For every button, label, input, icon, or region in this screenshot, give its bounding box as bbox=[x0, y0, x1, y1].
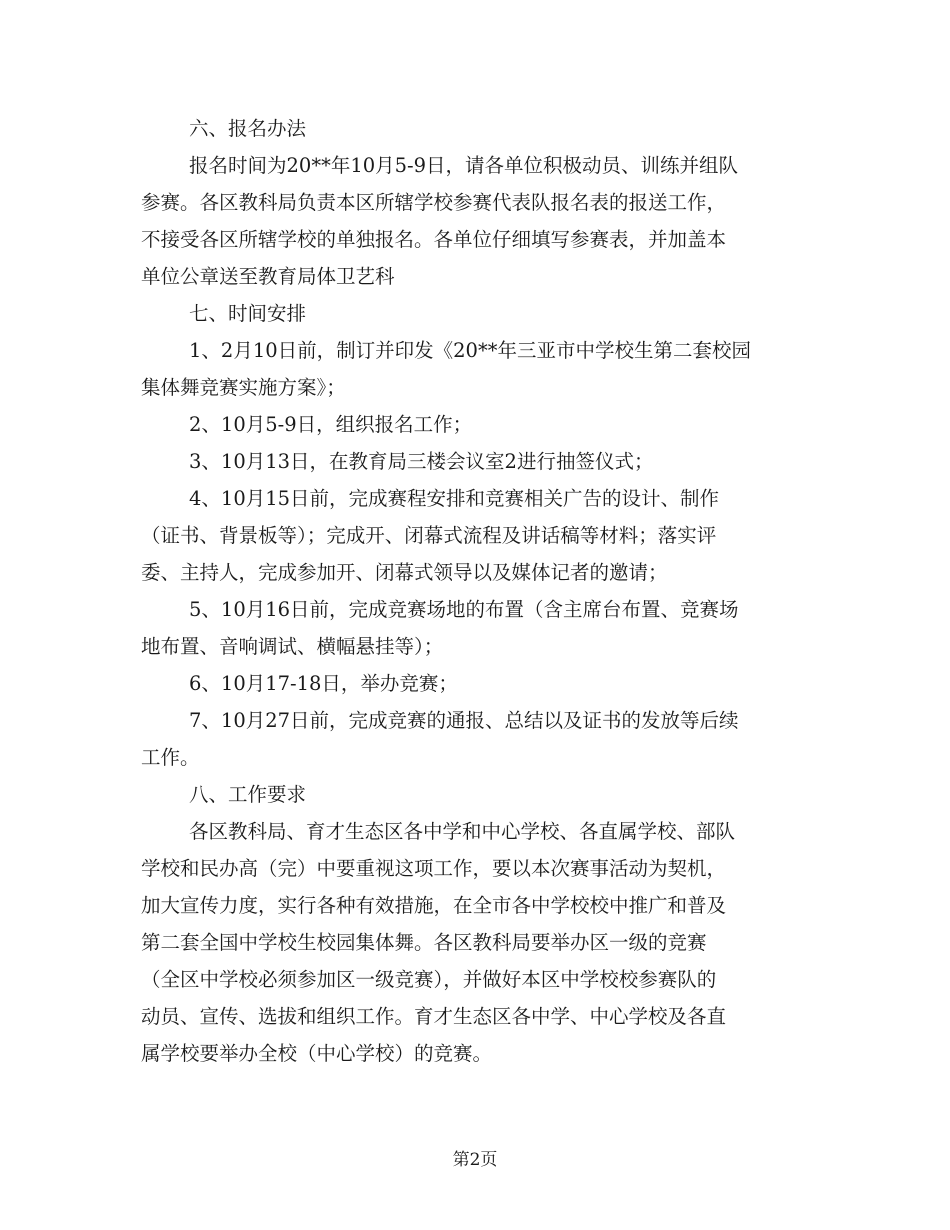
text-line: 属学校要举办全校（中心学校）的竞赛。 bbox=[141, 1042, 493, 1065]
text-line: 学校和民办高（完）中要重视这项工作，要以本次赛事活动为契机， bbox=[141, 857, 727, 880]
paragraph bbox=[141, 332, 806, 406]
text-line: 工作。 bbox=[141, 746, 200, 769]
text-line: 4、10月15日前，完成赛程安排和竞赛相关广告的设计、制作 bbox=[189, 487, 720, 510]
section-schedule bbox=[141, 295, 806, 776]
section-requirements bbox=[141, 776, 806, 1072]
text-line: 7、10月27日前，完成竞赛的通报、总结以及证书的发放等后续 bbox=[189, 709, 739, 732]
text-line: （证书、背景板等）；完成开、闭幕式流程及讲话稿等材料；落实评 bbox=[141, 524, 717, 547]
paragraph bbox=[141, 702, 806, 776]
text-line: 加大宣传力度，实行各种有效措施，在全市各中学校校中推广和普及 bbox=[141, 894, 727, 917]
section-heading: 六、报名办法 bbox=[189, 117, 307, 140]
text-line: 不接受各区所辖学校的单独报名。各单位仔细填写参赛表，并加盖本 bbox=[141, 228, 727, 251]
text-line: 参赛。各区教科局负责本区所辖学校参赛代表队报名表的报送工作， bbox=[141, 191, 727, 214]
text-line: （全区中学校必须参加区一级竞赛），并做好本区中学校校参赛队的 bbox=[141, 968, 717, 991]
text-line: 集体舞竞赛实施方案》； bbox=[141, 376, 346, 399]
text-line: 6、10月17-18日，举办竞赛； bbox=[189, 672, 458, 695]
text-line: 动员、宣传、选拔和组织工作。育才生态区各中学、中心学校及各直 bbox=[141, 1005, 727, 1028]
text-line: 报名时间为20**年10月5-9日，请各单位积极动员、训练并组队 bbox=[189, 154, 739, 177]
text-line: 各区教科局、育才生态区各中学和中心学校、各直属学校、部队 bbox=[189, 820, 736, 843]
text-line: 3、10月13日，在教育局三楼会议室2进行抽签仪式； bbox=[189, 450, 654, 473]
text-line: 5、10月16日前，完成竞赛场地的布置（含主席台布置、竞赛场 bbox=[189, 598, 739, 621]
text-line: 2、10月5-9日，组织报名工作； bbox=[189, 413, 473, 436]
text-line: 1、2月10日前，制订并印发《20**年三亚市中学校生第二套校园 bbox=[189, 339, 751, 362]
paragraph bbox=[141, 443, 806, 480]
text-line: 第二套全国中学校生校园集体舞。各区教科局要举办区一级的竞赛 bbox=[141, 931, 707, 954]
text-line: 委、主持人，完成参加开、闭幕式领导以及媒体记者的邀请； bbox=[141, 561, 668, 584]
paragraph bbox=[141, 147, 806, 295]
paragraph bbox=[141, 591, 806, 665]
paragraph bbox=[141, 813, 806, 1072]
section-heading: 七、时间安排 bbox=[189, 302, 307, 325]
section-heading: 八、工作要求 bbox=[189, 783, 307, 806]
text-line: 单位公章送至教育局体卫艺科 bbox=[141, 265, 395, 288]
page-number: 第2页 bbox=[452, 1150, 498, 1170]
document-body bbox=[141, 110, 806, 1072]
paragraph bbox=[141, 480, 806, 591]
section-registration bbox=[141, 110, 806, 295]
paragraph bbox=[141, 406, 806, 443]
text-line: 地布置、音响调试、横幅悬挂等）； bbox=[141, 635, 444, 658]
paragraph bbox=[141, 665, 806, 702]
